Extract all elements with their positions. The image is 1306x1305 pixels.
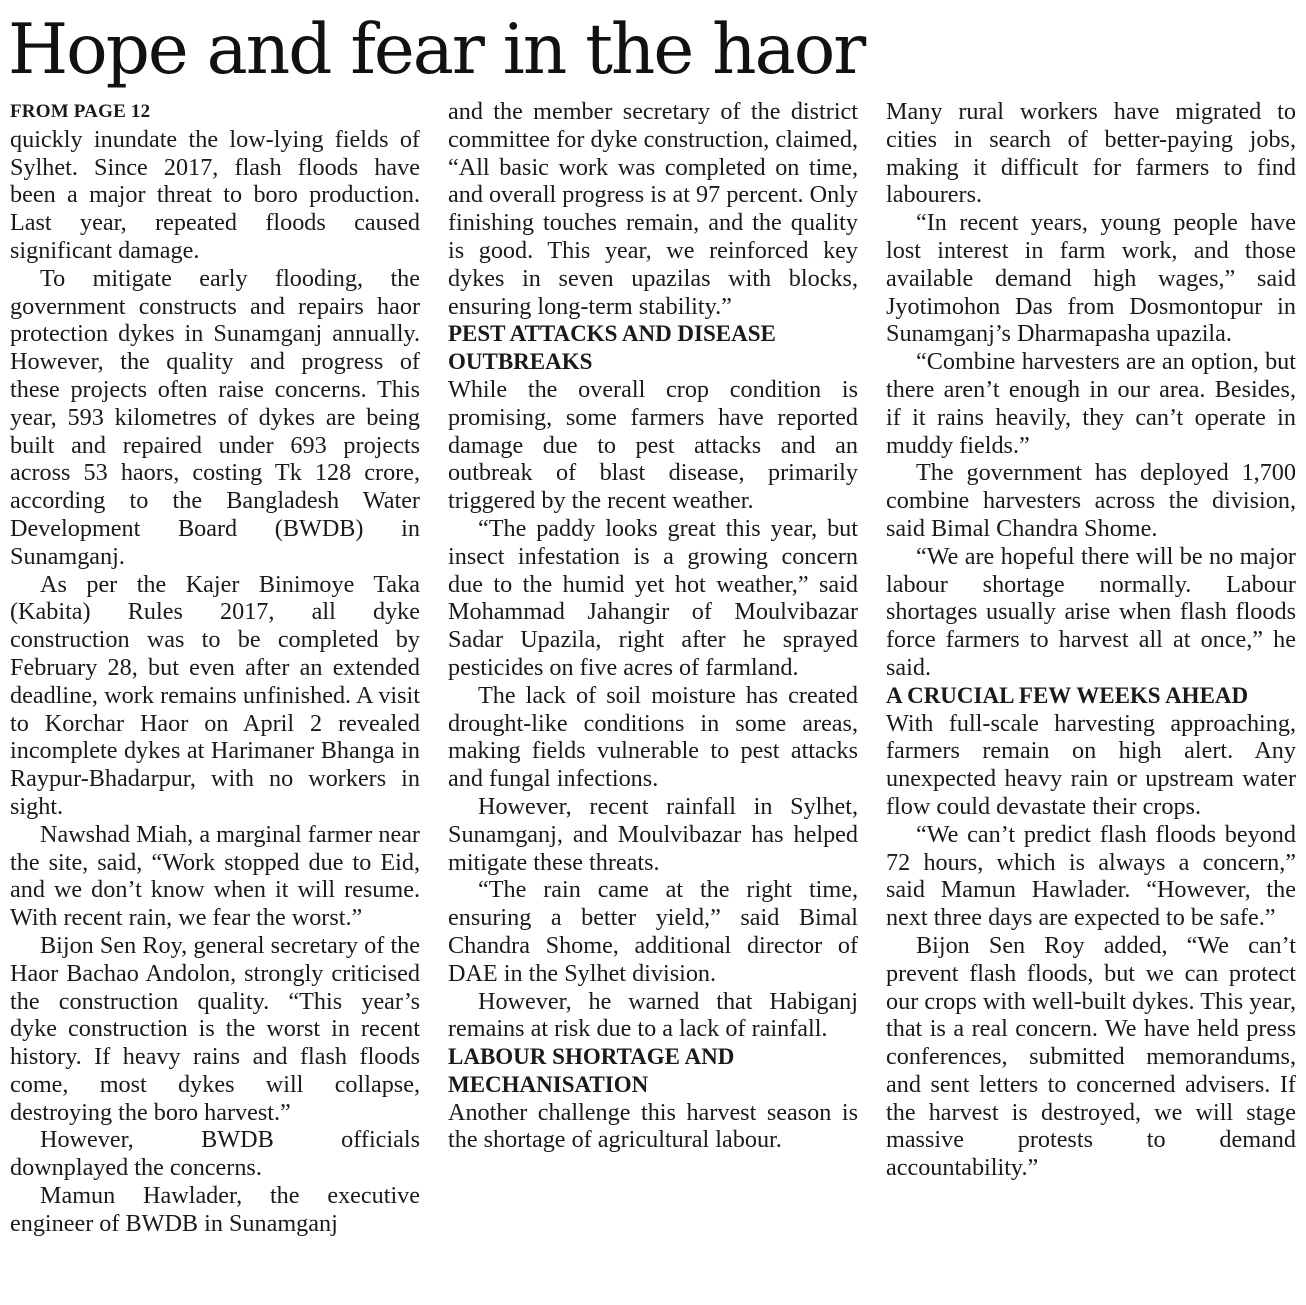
article-paragraph: Many rural workers have migrated to cities in search of better-paying jobs, making it difficult for farmers to find labourers. <box>886 98 1296 209</box>
section-subhead: A CRUCIAL FEW WEEKS AHEAD <box>886 682 1249 708</box>
article-column-3 <box>886 98 1296 1182</box>
article-paragraph: The government has deployed 1,700 combine harvesters across the division, said Bimal Chandra Shome. <box>886 459 1296 542</box>
article-paragraph: and the member secretary of the district committee for dyke construction, claimed, “All basic work was completed on time, and overall progress is at 97 percent. Only finishing touches remain, and the quality is good. This year, we reinforced key dykes in seven upazilas with blocks, ensuring long-term stability.” <box>448 98 858 320</box>
article-paragraph: Nawshad Miah, a marginal farmer near the site, said, “Work stopped due to Eid, and we don’t know when it will resume. With recent rain, we fear the worst.” <box>10 820 420 932</box>
article-paragraph: “The paddy looks great this year, but insect infestation is a growing concern due to the humid yet hot weather,” said Mohammad Jahangir of Moulvibazar Sadar Upazila, right after he sprayed pesticides on five acres of farmland. <box>448 514 858 681</box>
article-paragraph: Bijon Sen Roy, general secretary of the Haor Bachao Andolon, strongly criticised the construction quality. “This year’s dyke construction is the worst in recent history. If heavy rains and flash floods come, most dykes will collapse, destroying the boro harvest.” <box>10 931 420 1126</box>
article-paragraph: “The rain came at the right time, ensuring a better yield,” said Bimal Chandra Shome, additional director of DAE in the Sylhet division. <box>448 876 858 987</box>
article-paragraph: “We are hopeful there will be no major labour shortage normally. Labour shortages usually arise when flash floods force farmers to harvest all at once,” he said. <box>886 542 1296 681</box>
article-paragraph: However, recent rainfall in Sylhet, Sunamganj, and Moulvibazar has helped mitigate these threats. <box>448 792 858 876</box>
article-paragraph: With full-scale harvesting approaching, farmers remain on high alert. Any unexpected heavy rain or upstream water flow could devastate their crops. <box>886 709 1296 820</box>
section-subhead: PEST ATTACKS AND DISEASE OUTBREAKS <box>448 321 776 375</box>
article-paragraph: “We can’t predict flash floods beyond 72 hours, which is always a concern,” said Mamun Hawlader. “However, the next three days are expected to be safe.” <box>886 820 1296 932</box>
article-column-1 <box>10 98 420 1238</box>
section-subhead: LABOUR SHORTAGE AND MECHANISATION <box>448 1044 735 1097</box>
article-column-2 <box>448 98 858 1154</box>
article-paragraph: However, BWDB officials downplayed the concerns. <box>10 1126 420 1182</box>
article-paragraph: As per the Kajer Binimoye Taka (Kabita) Rules 2017, all dyke construction was to be completed by February 28, but even after an extended deadline, work remains unfinished. A visit to Korchar Haor on April 2 revealed incomplete dykes at Harimaner Bhanga in Raypur-Bhadarpur, with no workers in sight. <box>10 570 420 820</box>
article-paragraph: Another challenge this harvest season is the shortage of agricultural labour. <box>448 1098 858 1154</box>
article-paragraph: Mamun Hawlader, the executive engineer of BWDB in Sunamganj <box>10 1182 420 1237</box>
article-paragraph: While the overall crop condition is promising, some farmers have reported damage due to pest attacks and an outbreak of blast disease, primarily triggered by the recent weather. <box>448 375 858 515</box>
headline: Hope and fear in the haor <box>8 10 865 90</box>
article-paragraph: To mitigate early flooding, the government constructs and repairs haor protection dykes in Sunamganj annually. However, the quality and progress of these projects often raise concerns. This year, 593 kilometres of dykes are being built and repaired under 693 projects across 53 haors, costing Tk 128 crore, according to the Bangladesh Water Development Board (BWDB) in Sunamganj. <box>10 264 420 570</box>
article-paragraph: However, he warned that Habiganj remains at risk due to a lack of rainfall. <box>448 987 858 1043</box>
article-paragraph: Bijon Sen Roy added, “We can’t prevent flash floods, but we can protect our crops with well-built dykes. This year, that is a real concern. We have held press conferences, submitted memorandums, and sent letters to concerned advisers. If the harvest is destroyed, we will stage massive protests to demand accountability.” <box>886 931 1296 1182</box>
article-paragraph: “In recent years, young people have lost interest in farm work, and those available demand high wages,” said Jyotimohon Das from Dosmontopur in Sunamganj’s Dharmapasha upazila. <box>886 209 1296 348</box>
article-paragraph: The lack of soil moisture has created drought-like conditions in some areas, making fields vulnerable to pest attacks and fungal infections. <box>448 681 858 793</box>
jump-line: FROM PAGE 12 <box>10 101 151 122</box>
article-paragraph: “Combine harvesters are an option, but there aren’t enough in our area. Besides, if it rains heavily, they can’t operate in muddy fields.” <box>886 348 1296 459</box>
article-paragraph: quickly inundate the low-lying fields of Sylhet. Since 2017, flash floods have been a major threat to boro production. Last year, repeated floods caused significant damage. <box>10 125 420 264</box>
